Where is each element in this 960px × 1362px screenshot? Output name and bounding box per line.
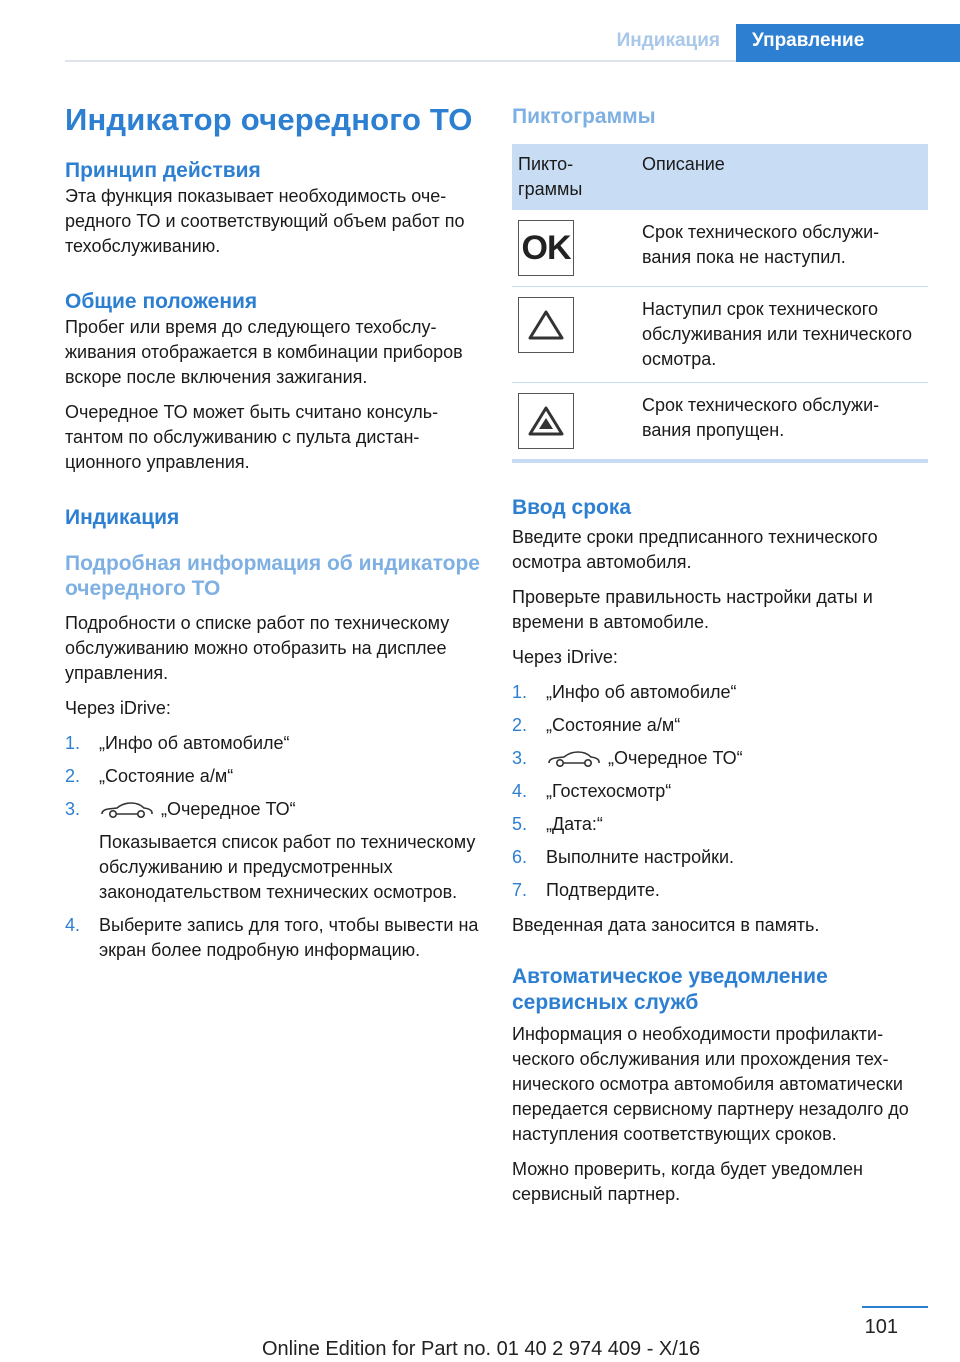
- table-row: [512, 287, 928, 383]
- dates-heading: Ввод срока: [512, 496, 632, 519]
- general-text-2: Очередное ТО может быть считано консультантом по обслуживанию с пульта дистанционного управления.: [65, 402, 439, 472]
- page-header: [65, 24, 960, 62]
- warning-triangle-outline-icon: [518, 297, 574, 353]
- list-item: 4. Выберите запись для того, чтобы вывести на экран более подробную информацию.: [65, 915, 479, 960]
- dates-text-2: Проверьте правильность настройки даты и времени в автомобиле.: [512, 587, 873, 632]
- list-item: 3. „Очередное ТО“ Показывается список работ по техническому обслуживанию и предусмотренных законодательством технических осмотров.: [65, 797, 480, 905]
- table-header-pictograms: Пиктограммы: [512, 144, 636, 210]
- table-row: [512, 210, 928, 287]
- auto-text-2: Можно проверить, когда будет уведомлен сервисный партнер.: [512, 1159, 863, 1204]
- table-header-description: Описание: [636, 144, 928, 210]
- car-icon: [99, 799, 155, 819]
- right-column: [512, 100, 928, 1217]
- table-row: [512, 383, 928, 462]
- auto-text-1: Информация о необходимости профилактического обслуживания или прохождения технического осмотра автомобиля автоматически передается сервисному партнеру незадолго до наступления соответствующих сроков.: [512, 1024, 909, 1144]
- pictograms-heading: Пиктограммы: [512, 105, 656, 128]
- list-item: 2. „Состояние а/м“: [65, 766, 234, 786]
- general-heading: Общие положения: [65, 290, 258, 313]
- header-section: Индикация: [616, 30, 720, 51]
- general-text-1: Пробег или время до следующего техобслуживания отображается в комбинации приборов вскоре после включения зажигания.: [65, 317, 463, 387]
- table-cell: Срок технического обслуживания пропущен.: [636, 383, 928, 462]
- dates-result: Введенная дата заносится в память.: [512, 915, 820, 935]
- edition-text: Online Edition for Part no. 01 40 2 974 409 - X/16: [262, 1338, 701, 1360]
- page-title: Индикатор очередного ТО: [65, 102, 473, 137]
- display-steps: [65, 731, 480, 963]
- pictograms-table: [512, 144, 928, 463]
- dates-via: Через iDrive:: [512, 647, 618, 667]
- display-heading: Индикация: [65, 506, 180, 529]
- dates-steps: [512, 680, 928, 903]
- table-cell: Срок технического обслуживания пока не наступил.: [636, 210, 928, 287]
- principle-heading: Принцип действия: [65, 159, 261, 182]
- footer-rule: [862, 1306, 928, 1308]
- car-icon: [546, 748, 602, 768]
- list-item: 5. „Дата:“: [512, 814, 603, 834]
- auto-heading: Автоматическое уведомление сервисных служб: [512, 965, 828, 1014]
- table-cell: Наступил срок технического обслуживания или технического осмотра.: [636, 287, 928, 383]
- list-item: 1. „Инфо об автомобиле“: [512, 682, 737, 702]
- warning-triangle-filled-icon: [518, 393, 574, 449]
- list-item: 2. „Состояние а/м“: [512, 715, 681, 735]
- display-via: Через iDrive:: [65, 698, 171, 718]
- header-tab: Управление: [736, 24, 960, 62]
- step-note: Показывается список работ по техническому обслуживанию и предусмотренных законодательством технических осмотров.: [99, 832, 476, 902]
- left-column: [65, 100, 480, 973]
- list-item: 6. Выполните настройки.: [512, 847, 735, 867]
- display-text: Подробности о списке работ по техническому обслуживанию можно отобразить на дисплее управления.: [65, 613, 450, 683]
- list-item: 4. „Гостехосмотр“: [512, 781, 672, 801]
- list-item: 7. Подтвердите.: [512, 880, 660, 900]
- ok-icon: OK: [518, 220, 574, 276]
- list-item: 1. „Инфо об автомобиле“: [65, 733, 290, 753]
- principle-text: Эта функция показывает необходимость очередного ТО и соответствующий объем работ по техобслуживанию.: [65, 186, 465, 256]
- page-number: 101: [864, 1316, 898, 1338]
- display-subheading: Подробная информация об индикаторе очередного ТО: [65, 552, 480, 600]
- table-header-row: [512, 144, 928, 210]
- dates-text-1: Введите сроки предписанного технического осмотра автомобиля.: [512, 527, 878, 572]
- list-item: 3. „Очередное ТО“: [512, 748, 743, 768]
